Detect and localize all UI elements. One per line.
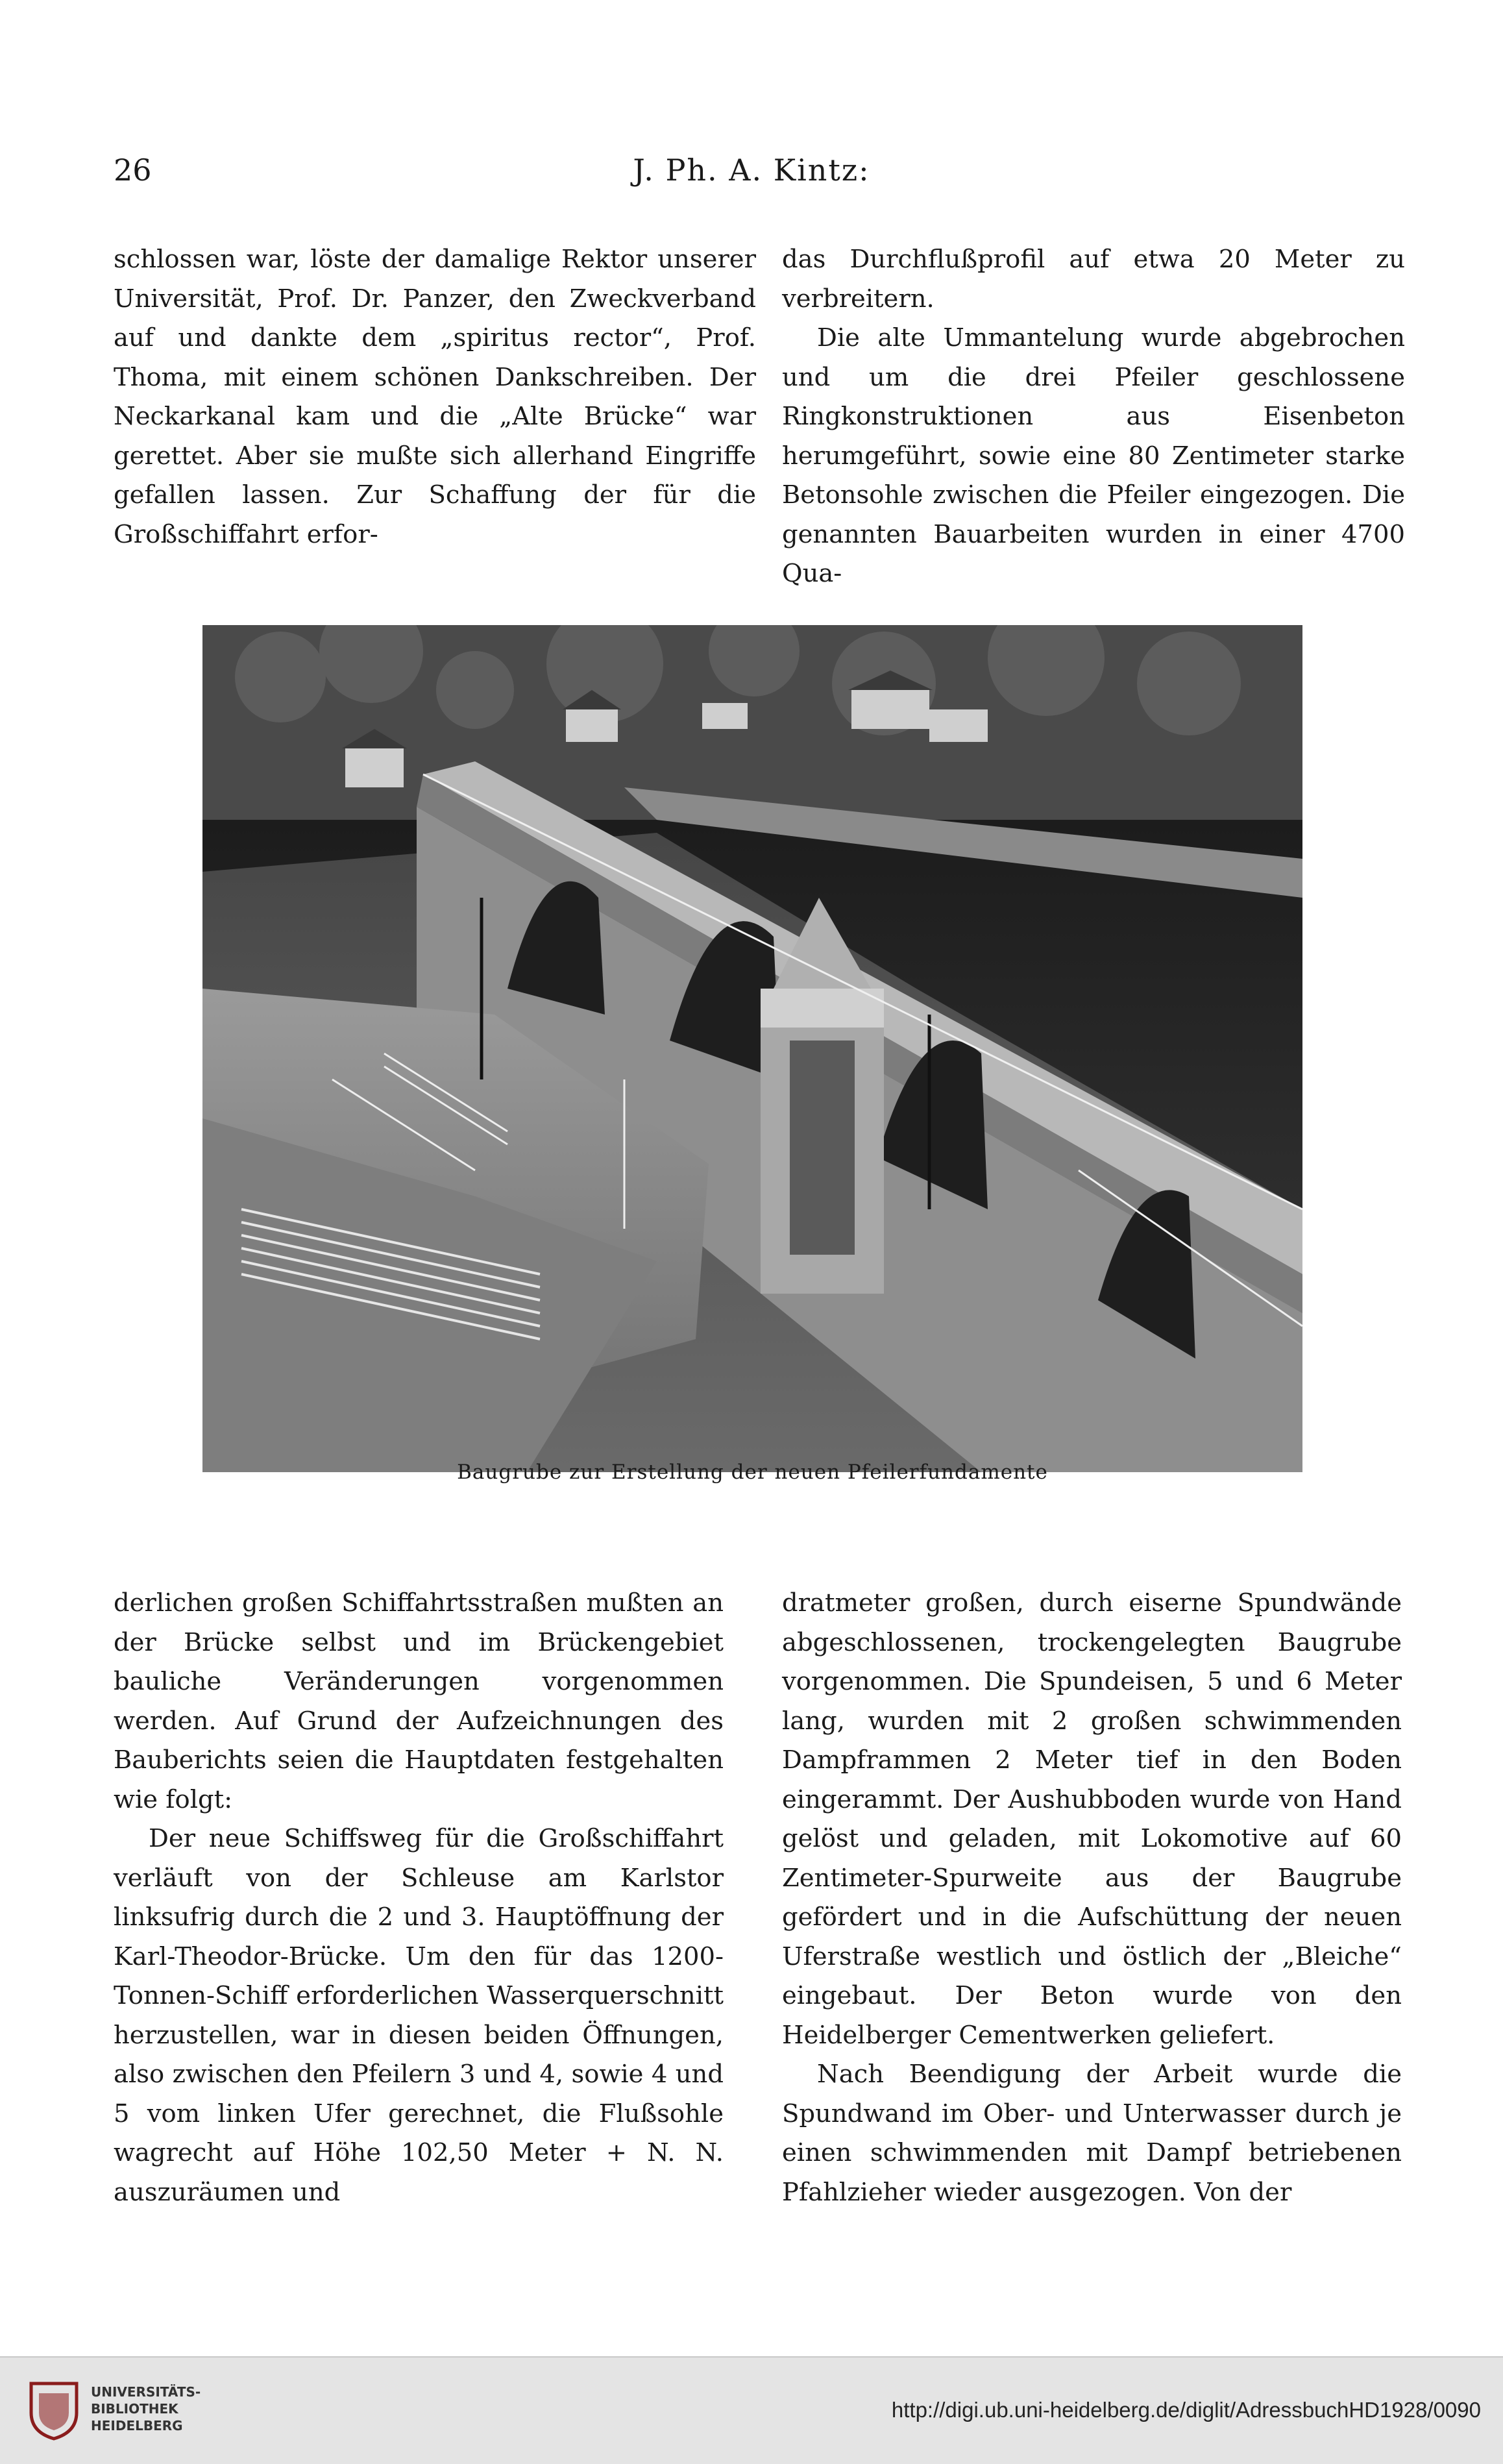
- running-title: J. Ph. A. Kintz:: [633, 153, 870, 188]
- paragraph: Der neue Schiffsweg für die Großschiffahrt verläuft von der Schleuse am Karlstor linksufrig durch die 2 und 3. Hauptöffnung der Karl-Theodor-Brücke. Um den für das 1200-Tonnen-Schiff erforderlichen Wasserquerschnitt herzustellen, war in diesen beiden Öffnungen, also zwischen den Pfeilern 3 und 4, sowie 4 und 5 vom linken Ufer gerechnet, die Flußsohle wagrecht auf Höhe 102,50 Meter + N. N. auszuräumen und: [114, 1824, 724, 2207]
- paragraph: Nach Beendigung der Arbeit wurde die Spundwand im Ober- und Unterwasser durch je einen schwimmenden mit Dampf betriebenen Pfahlzieher wieder ausgezogen. Von der: [782, 2060, 1402, 2207]
- paragraph: schlossen war, löste der damalige Rektor unserer Universität, Prof. Dr. Panzer, den Zweckverband auf und dankte dem „spiritus rector“, Prof. Thoma, mit einem schönen Dankschreiben. Der Neckarkanal kam und die „Alte Brücke“ war gerettet. Aber sie mußte sich allerhand Eingriffe gefallen lassen. Zur Schaffung der für die Großschiffahrt erfor-: [114, 245, 756, 549]
- paragraph: derlichen großen Schiffahrtsstraßen mußten an der Brücke selbst und im Brückengebiet bauliche Veränderungen vorgenommen werden. Auf Grund der Aufzeichnungen des Bauberichts seien die Hauptdaten festgehalten wie folgt:: [114, 1588, 724, 1814]
- library-name: UNIVERSITÄTS- BIBLIOTHEK HEIDELBERG: [91, 2384, 201, 2433]
- source-url-link[interactable]: http://digi.ub.uni-heidelberg.de/diglit/AdressbuchHD1928/0090: [891, 2398, 1481, 2422]
- column-right-top: [782, 240, 1405, 594]
- page-header: [114, 153, 1389, 198]
- page-number: 26: [114, 153, 152, 188]
- university-seal-icon: [25, 2377, 83, 2442]
- photo-illustration: [202, 625, 1302, 1472]
- column-left-top: [114, 240, 756, 554]
- column-left-bottom: [114, 1584, 724, 2212]
- bridge-photograph: [202, 625, 1302, 1472]
- paragraph: das Durchflußprofil auf etwa 20 Meter zu verbreitern.: [782, 245, 1405, 314]
- paragraph: dratmeter großen, durch eiserne Spundwände abgeschlossenen, trockengelegten Baugrube vorgenommen. Die Spundeisen, 5 und 6 Meter lang, wurden mit 2 großen schwimmenden Dampframmen 2 Meter tief in den Boden eingerammt. Der Aushubboden wurde von Hand gelöst und geladen, mit Lokomotive auf 60 Zentimeter-Spurweite aus der Baugrube gefördert und in die Aufschüttung der neuen Uferstraße westlich und östlich der „Bleiche“ eingebaut. Der Beton wurde von den Heidelberger Cementwerken geliefert.: [782, 1588, 1402, 2050]
- column-right-bottom: [782, 1584, 1402, 2212]
- paragraph: Die alte Ummantelung wurde abgebrochen und um die drei Pfeiler geschlossene Ringkonstruktionen aus Eisenbeton herumgeführt, sowie eine 80 Zentimeter starke Betonsohle zwischen die Pfeiler eingezogen. Die genannten Bauarbeiten wurden in einer 4700 Qua-: [782, 323, 1405, 588]
- figure-caption: Baugrube zur Erstellung der neuen Pfeilerfundamente: [457, 1460, 1048, 1484]
- digitization-footer: [0, 2356, 1503, 2464]
